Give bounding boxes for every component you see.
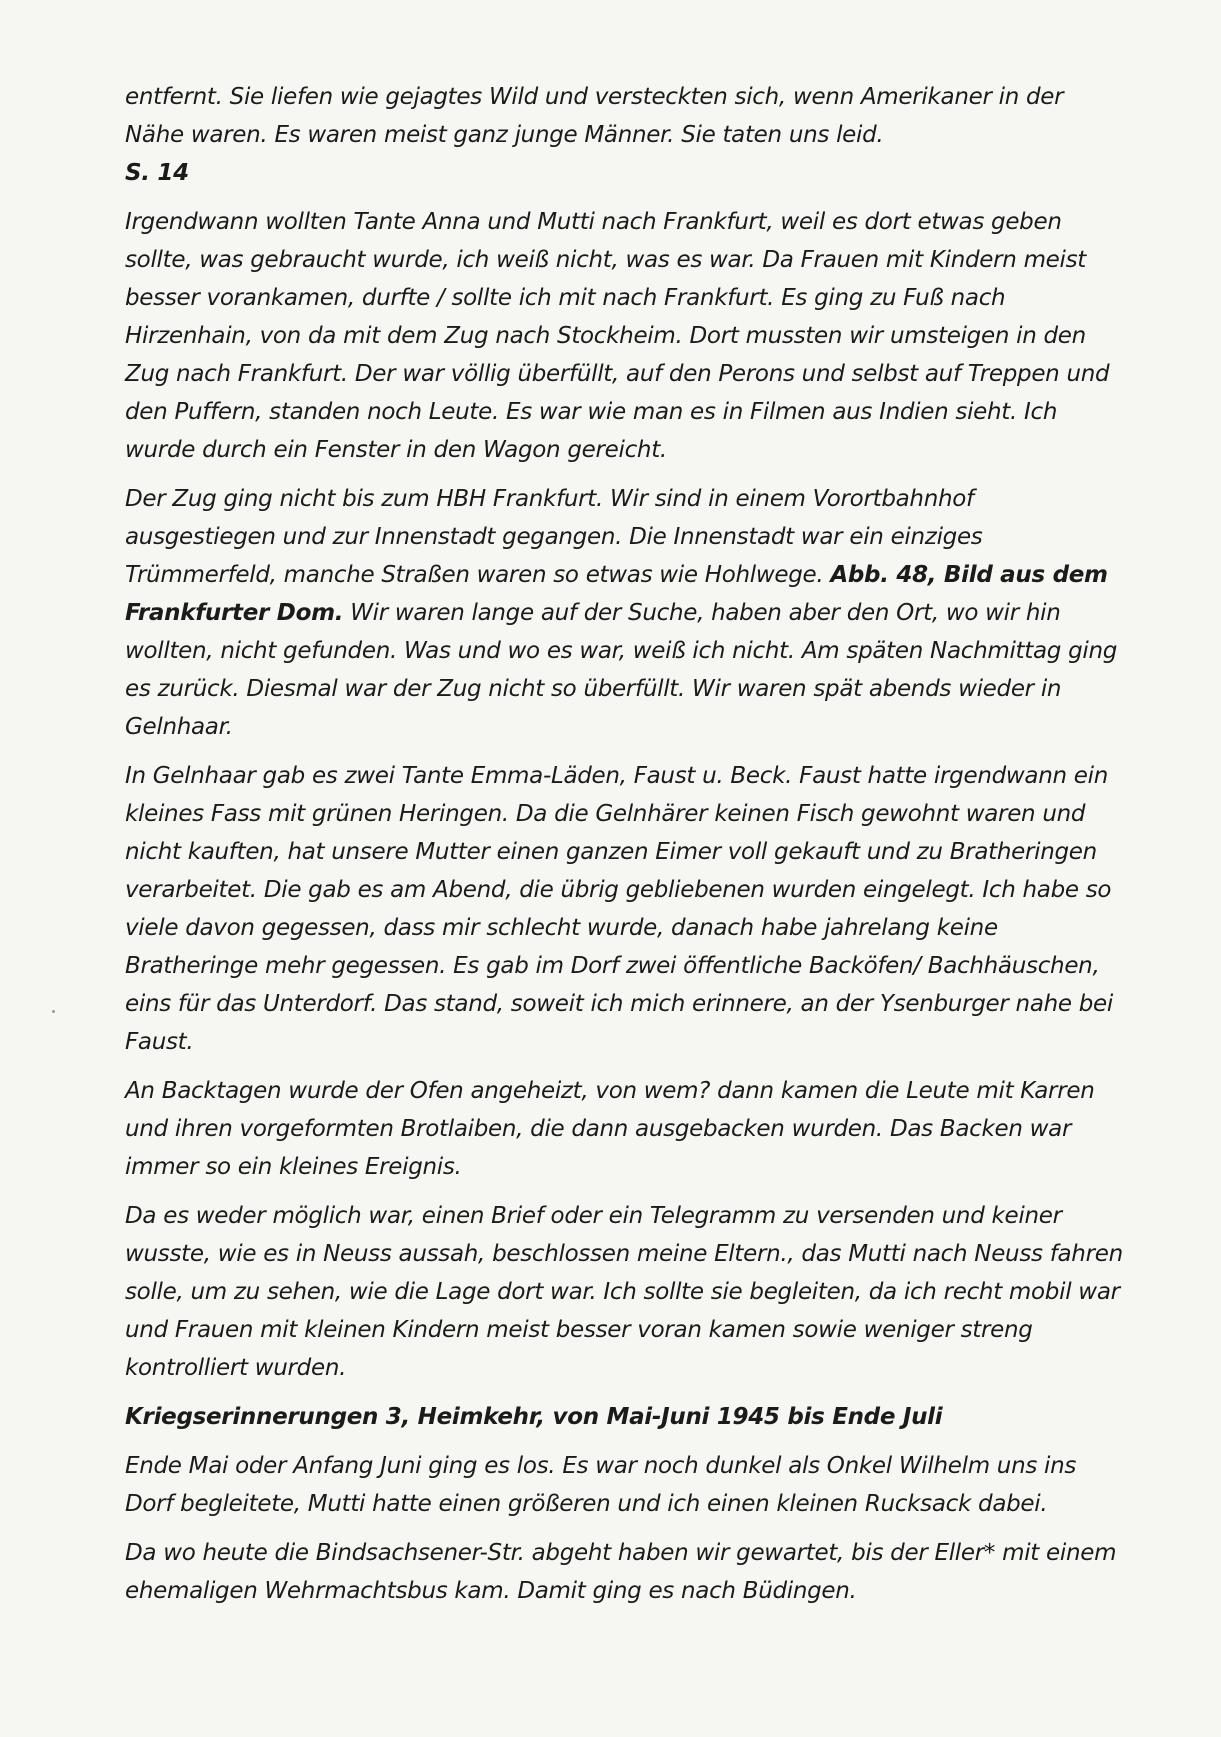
scan-speck [52,1010,55,1013]
paragraph-frankfurt-city [125,480,1125,746]
paragraph-neuss-decision: Da es weder möglich war, einen Brief oder ein Telegramm zu versenden und keiner wusste, wie es in Neuss aussah, beschlossen meine Eltern., das Mutti nach Neuss fahren solle, um zu sehen, wie die Lage dort war. Ich sollte sie begleiten, da ich recht mobil war und Frauen mit kleinen Kindern meist besser voran kamen sowie weniger streng kontrolliert wurden. [125,1203,1123,1381]
section-heading: Kriegserinnerungen 3, Heimkehr, von Mai-Juni 1945 bis Ende Juli [125,1404,943,1430]
page-reference: S. 14 [125,160,189,186]
figure-reference: Abb. 48, Bild aus dem Frankfurter Dom. [125,562,1108,626]
paragraph-continuation: entfernt. Sie liefen wie gejagtes Wild und versteckten sich, wenn Amerikaner in der Nähe waren. Es waren meist ganz junge Männer. Sie taten uns leid. [125,84,1064,148]
paragraph-baking: An Backtagen wurde der Ofen angeheizt, von wem? dann kamen die Leute mit Karren und ihren vorgeformten Brotlaiben, die dann ausgebacken wurden. Das Backen war immer so ein kleines Ereignis. [125,1078,1095,1180]
paragraph-frankfurt-trip: Irgendwann wollten Tante Anna und Mutti nach Frankfurt, weil es dort etwas geben sollte, was gebraucht wurde, ich weiß nicht, was es war. Da Frauen mit Kindern meist besser vorankamen, durfte / sollte ich mit nach Frankfurt. Es ging zu Fuß nach Hirzenhain, von da mit dem Zug nach Stockheim. Dort mussten wir umsteigen in den Zug nach Frankfurt. Der war völlig überfüllt, auf den Perons und selbst auf Treppen und den Puffern, standen noch Leute. Es war wie man es in Filmen aus Indien sieht. Ich wurde durch ein Fenster in den Wagon gereicht. [125,209,1110,463]
paragraph-text: Der Zug ging nicht bis zum HBH Frankfurt. Wir sind in einem Vorortbahnhof ausgestiegen und zur Innenstadt gegangen. Die Innenstadt war ein einziges Trümmerfeld, manche Straßen waren so etwas wie Hohlwege. [125,486,983,588]
paragraph-shops: In Gelnhaar gab es zwei Tante Emma-Läden, Faust u. Beck. Faust hatte irgendwann ein kleines Fass mit grünen Heringen. Da die Gelnhärer keinen Fisch gewohnt waren und nicht kauften, hat unsere Mutter einen ganzen Eimer voll gekauft und zu Bratheringen verarbeitet. Die gab es am Abend, die übrig gebliebenen wurden eingelegt. Ich habe so viele davon gegessen, dass mir schlecht wurde, danach habe jahrelang keine Bratheringe mehr gegessen. Es gab im Dorf zwei öffentliche Backöfen/ Bachhäuschen, eins für das Unterdorf. Das stand, soweit ich mich erinnere, an der Ysenburger nahe bei Faust. [125,763,1113,1055]
paragraph-departure: Ende Mai oder Anfang Juni ging es los. Es war noch dunkel als Onkel Wilhelm uns ins Dorf begleitete, Mutti hatte einen größeren und ich einen kleinen Rucksack dabei. [125,1453,1077,1517]
paragraph-bus: Da wo heute die Bindsachsener-Str. abgeht haben wir gewartet, bis der Eller* mit einem ehemaligen Wehrmachtsbus kam. Damit ging es nach Büdingen. [125,1540,1117,1604]
document-body [125,78,1125,1621]
paragraph-text: Wir waren lange auf der Suche, haben aber den Ort, wo wir hin wollten, nicht gefunden. Was und wo es war, weiß ich nicht. Am späten Nachmittag ging es zurück. Diesmal war der Zug nicht so überfüllt. Wir waren spät abends wieder in Gelnhaar. [125,600,1118,740]
